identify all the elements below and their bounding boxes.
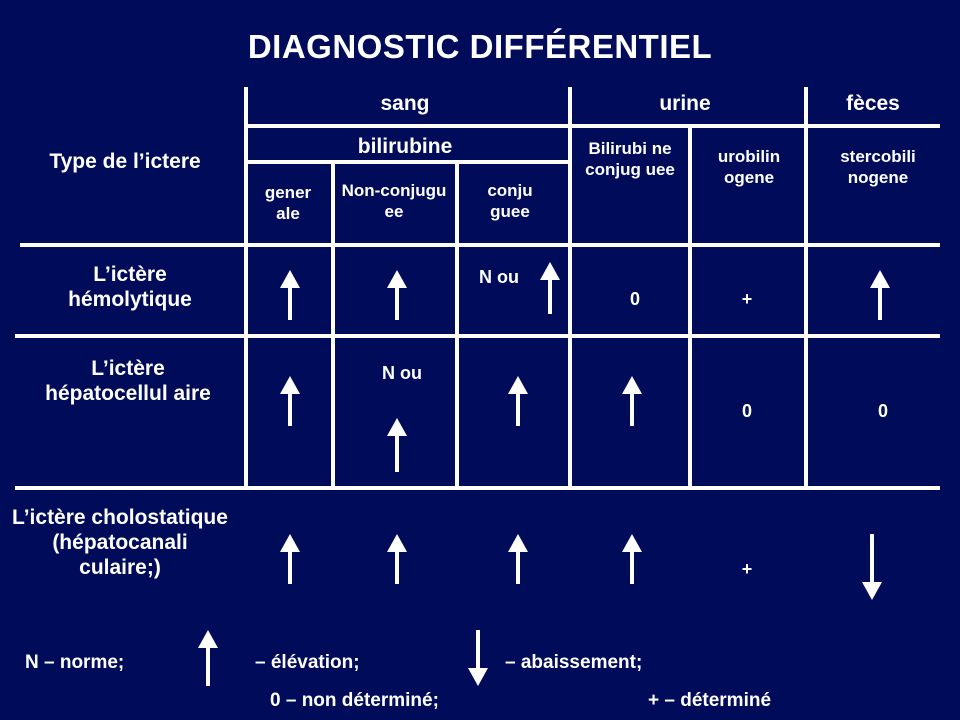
- cell-n-ou: N ou: [479, 267, 519, 287]
- legend-norme: N – norme;: [25, 652, 125, 673]
- header-type: Type de l’ictere: [49, 150, 201, 173]
- header-urine: urine: [659, 92, 711, 115]
- divider-bilirubine: [247, 160, 569, 164]
- up-arrow-icon: [622, 376, 642, 426]
- row-label-hemolytique: L’ictère hémolytique: [68, 263, 192, 311]
- header-feces: fèces: [846, 92, 900, 115]
- header-bilirubine: bilirubine: [357, 135, 453, 158]
- up-arrow-icon: [622, 534, 642, 584]
- up-arrow-icon: [508, 376, 528, 426]
- header-urobilinogene: urobilin ogene: [717, 147, 781, 187]
- up-arrow-icon: [387, 418, 407, 472]
- up-arrow-icon: [280, 270, 300, 320]
- vline-4: [568, 87, 572, 487]
- divider-row2: [15, 486, 940, 490]
- legend-elevation: – élévation;: [255, 652, 360, 673]
- up-arrow-icon: [508, 534, 528, 584]
- up-arrow-icon: [280, 376, 300, 426]
- cell-urobilinogene-plus: +: [741, 289, 753, 309]
- header-bilirubine-conjuguee: Bilirubi ne conjug uee: [585, 139, 675, 179]
- legend-non-determine: 0 – non déterminé;: [270, 690, 439, 711]
- up-arrow-icon: [280, 534, 300, 584]
- cell-bilirubine-urine-0: 0: [629, 289, 640, 309]
- row-label-cholostatique: L’ictère cholostatique (hépatocanali culaire;): [12, 506, 228, 579]
- divider-sang: [247, 124, 940, 128]
- header-generale: gener ale: [264, 183, 312, 223]
- vline-1: [244, 87, 248, 487]
- page-title: DIAGNOSTIC DIFFÉRENTIEL: [247, 28, 713, 65]
- header-sang: sang: [380, 92, 430, 115]
- vline-6: [804, 87, 808, 487]
- up-arrow-icon: [387, 534, 407, 584]
- legend-determine: + – déterminé: [648, 690, 772, 711]
- cell-urobilinogene-0: 0: [741, 401, 752, 421]
- down-arrow-icon: [468, 630, 488, 686]
- header-conjuguee: conju guee: [487, 181, 533, 221]
- vline-5: [688, 126, 692, 486]
- up-arrow-icon: [870, 270, 890, 320]
- vline-2: [331, 162, 335, 486]
- cell-urobilinogene-plus: +: [741, 559, 753, 579]
- row-label-hepatocellulaire: L’ictère hépatocellul aire: [45, 357, 211, 405]
- up-arrow-icon: [387, 270, 407, 320]
- up-arrow-icon: [198, 630, 218, 686]
- header-stercobilinogene: stercobili nogene: [840, 147, 916, 187]
- divider-header: [20, 243, 940, 247]
- down-arrow-icon: [862, 534, 882, 600]
- cell-n-ou: N ou: [382, 363, 422, 383]
- legend-abaissement: – abaissement;: [505, 652, 643, 673]
- header-non-conjuguee: Non-conjugu ee: [341, 181, 447, 221]
- divider-row1: [15, 334, 940, 338]
- vline-3: [455, 162, 459, 486]
- up-arrow-icon: [540, 262, 560, 314]
- cell-stercobilinogene-0: 0: [877, 401, 888, 421]
